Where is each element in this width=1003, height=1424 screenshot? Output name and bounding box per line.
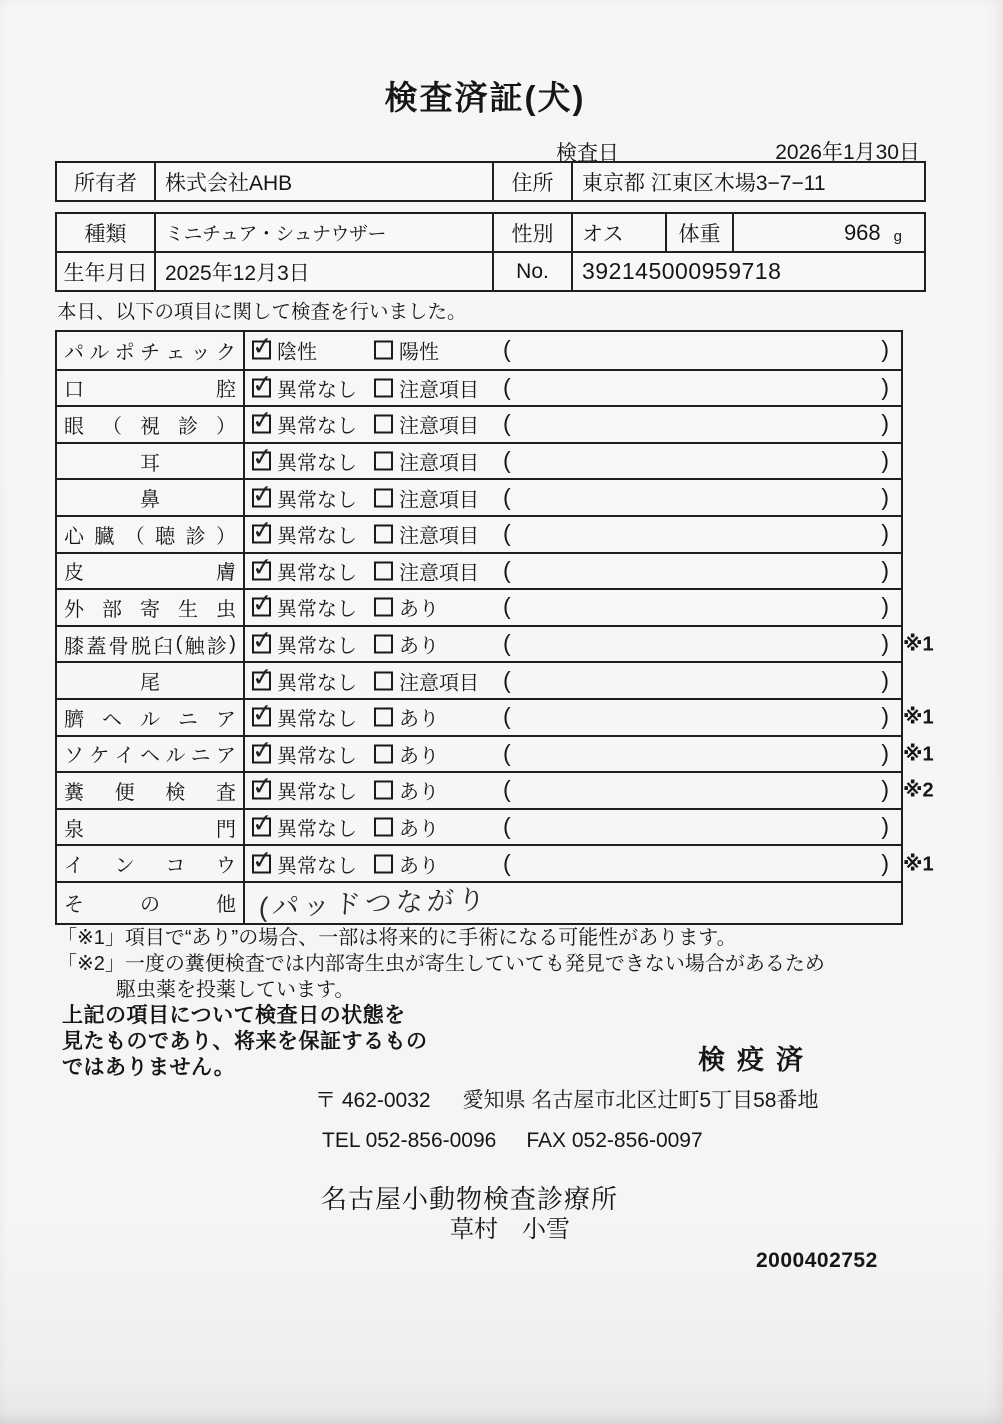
checkbox-checked xyxy=(252,666,357,695)
option-label: あり xyxy=(399,745,439,768)
pet-table xyxy=(55,212,926,292)
birth-row xyxy=(57,251,924,290)
paren-open: ( xyxy=(503,630,511,657)
paren-open: ( xyxy=(503,373,511,400)
checkbox-unchecked xyxy=(374,776,439,805)
paren-open: ( xyxy=(503,739,511,766)
check-row-label: 臍 ヘ ル ニ ア xyxy=(57,700,245,735)
check-row-label: 尾 xyxy=(57,663,245,698)
paren-open: ( xyxy=(503,483,511,510)
disclaimer-line-1: 上記の項目について検査日の状態を xyxy=(62,1004,406,1027)
checkbox-unchecked xyxy=(374,593,439,622)
option-label: 異常なし xyxy=(277,452,357,475)
checkbox-icon xyxy=(374,854,393,873)
option-label: 異常なし xyxy=(277,818,357,841)
option-label: 注意項目 xyxy=(399,672,479,695)
checkbox-icon xyxy=(374,341,393,360)
option-label: 注意項目 xyxy=(399,415,479,438)
checkbox-checked xyxy=(252,556,357,585)
check-row xyxy=(57,515,901,552)
intro-text: 本日、以下の項目に関して検査を行いました。 xyxy=(57,301,467,323)
checkbox-unchecked xyxy=(374,813,439,842)
birth-value: 2025年12月3日 xyxy=(156,253,494,290)
checkbox-icon xyxy=(374,525,393,544)
check-row xyxy=(57,478,901,515)
checkbox-icon xyxy=(374,671,393,690)
weight-label: 体重 xyxy=(667,214,734,251)
checkbox-unchecked xyxy=(374,666,479,695)
footnote-1: 「※1」項目で“あり”の場合、一部は将来的に手術になる可能性があります。 xyxy=(57,927,737,949)
check-row xyxy=(57,405,901,442)
check-row xyxy=(57,332,901,369)
paren-close: ) xyxy=(881,593,889,620)
paren-close: ) xyxy=(881,556,889,583)
option-label: 陽性 xyxy=(399,341,439,364)
checkbox-icon xyxy=(252,708,271,727)
paren-close: ) xyxy=(881,703,889,730)
checkbox-checked xyxy=(252,410,357,439)
checkbox-icon xyxy=(252,525,271,544)
option-label: 異常なし xyxy=(277,781,357,804)
paren-close: ) xyxy=(881,410,889,437)
check-row-content xyxy=(245,371,901,406)
option-label: あり xyxy=(399,598,439,621)
checkbox-icon xyxy=(374,561,393,580)
option-label: 異常なし xyxy=(277,635,357,658)
check-row-label: そ の 他 xyxy=(57,883,245,923)
checklist-table xyxy=(55,330,934,925)
check-row xyxy=(57,844,934,881)
checkbox-checked xyxy=(252,703,357,732)
weight-value-cell xyxy=(734,214,924,251)
check-row xyxy=(57,808,901,845)
checkbox-unchecked xyxy=(374,849,439,878)
check-row-content xyxy=(245,407,901,442)
option-label: 異常なし xyxy=(277,489,357,512)
owner-table xyxy=(55,161,926,202)
page-title: 検査済証(犬) xyxy=(384,79,586,116)
signer-name: 草村 小雪 xyxy=(450,1216,570,1243)
paren-open: ( xyxy=(503,666,511,693)
checkbox-unchecked xyxy=(374,703,439,732)
paren-close: ) xyxy=(881,666,889,693)
paren-close: ) xyxy=(881,739,889,766)
checkbox-icon xyxy=(374,598,393,617)
remark-mark: ※2 xyxy=(903,779,934,802)
handwritten-note: (パッドつながり xyxy=(258,884,490,923)
owner-value: 株式会社AHB xyxy=(156,163,494,200)
sex-label: 性別 xyxy=(494,214,573,251)
paren-close: ) xyxy=(881,849,889,876)
option-label: 異常なし xyxy=(277,708,357,731)
checkbox-checked xyxy=(252,849,357,878)
check-row-label: パ ル ポ チ ェ ッ ク xyxy=(57,332,245,369)
check-row-content xyxy=(245,590,901,625)
option-label: あり xyxy=(399,855,439,878)
checkbox-icon xyxy=(252,561,271,580)
check-row-content xyxy=(245,810,901,845)
check-row xyxy=(57,698,934,735)
option-label: 異常なし xyxy=(277,415,357,438)
owner-row xyxy=(57,163,924,200)
checkbox-icon xyxy=(374,635,393,654)
check-row-content xyxy=(245,627,901,662)
check-row-label: 耳 xyxy=(57,444,245,479)
check-row-content xyxy=(245,480,901,515)
paren-close: ) xyxy=(881,336,889,363)
check-row-content xyxy=(245,737,901,772)
paren-open: ( xyxy=(503,447,511,474)
checkbox-unchecked xyxy=(374,410,479,439)
checkbox-icon xyxy=(374,415,393,434)
paren-close: ) xyxy=(881,812,889,839)
check-row-content xyxy=(245,773,901,808)
owner-label: 所有者 xyxy=(57,163,156,200)
checkbox-icon xyxy=(252,818,271,837)
check-row-label: 口 腔 xyxy=(57,371,245,406)
option-label: 注意項目 xyxy=(399,525,479,548)
option-label: あり xyxy=(399,781,439,804)
number-value: 392145000959718 xyxy=(582,258,782,284)
checkbox-icon xyxy=(252,452,271,471)
checkbox-icon xyxy=(252,378,271,397)
option-label: あり xyxy=(399,635,439,658)
remark-mark: ※1 xyxy=(903,743,934,766)
checkbox-icon xyxy=(374,781,393,800)
check-row-content xyxy=(245,663,901,698)
check-row-label: 糞 便 検 査 xyxy=(57,773,245,808)
checkbox-icon xyxy=(374,744,393,763)
option-label: 注意項目 xyxy=(399,452,479,475)
option-label: 注意項目 xyxy=(399,562,479,585)
inspection-date-value: 2026年1月30日 xyxy=(775,141,920,164)
paren-open: ( xyxy=(503,410,511,437)
checkbox-icon xyxy=(374,488,393,507)
checkbox-icon xyxy=(252,854,271,873)
checkbox-checked xyxy=(252,630,357,659)
check-row xyxy=(57,552,901,589)
paren-open: ( xyxy=(503,556,511,583)
checkbox-unchecked xyxy=(374,520,479,549)
check-row xyxy=(57,881,901,923)
quarantine-stamp: 検疫済 xyxy=(698,1045,815,1075)
paren-open: ( xyxy=(503,593,511,620)
breed-label: 種類 xyxy=(57,214,156,251)
checkbox-checked xyxy=(252,813,357,842)
paren-close: ) xyxy=(881,630,889,657)
paren-close: ) xyxy=(881,776,889,803)
footnote-2-line1: 「※2」一度の糞便検査では内部寄生虫が寄生していても発見できない場合があるため xyxy=(57,953,825,975)
checkbox-icon xyxy=(374,708,393,727)
option-label: 異常なし xyxy=(277,562,357,585)
disclaimer-line-3: ではありません。 xyxy=(62,1056,236,1079)
checkbox-checked xyxy=(252,593,357,622)
number-label: No. xyxy=(494,253,573,290)
option-label: 注意項目 xyxy=(399,489,479,512)
birth-label: 生年月日 xyxy=(57,253,156,290)
weight-unit: g xyxy=(893,227,902,245)
checkbox-checked xyxy=(252,520,357,549)
checkbox-icon xyxy=(252,598,271,617)
check-row xyxy=(57,442,901,479)
check-row-content xyxy=(245,332,901,369)
paren-close: ) xyxy=(881,447,889,474)
checkbox-checked xyxy=(252,483,357,512)
checkbox-icon xyxy=(374,378,393,397)
remark-mark: ※1 xyxy=(903,706,934,729)
option-label: 異常なし xyxy=(277,745,357,768)
checkbox-checked xyxy=(252,739,357,768)
check-row-content xyxy=(245,444,901,479)
checkbox-icon xyxy=(252,744,271,763)
checkbox-unchecked xyxy=(374,556,479,585)
weight-value: 968 xyxy=(843,219,881,245)
remark-mark: ※1 xyxy=(903,633,934,656)
option-label: 異常なし xyxy=(277,379,357,402)
clinic-postal-line xyxy=(315,1084,818,1114)
checkbox-checked xyxy=(252,373,357,402)
option-label: 異常なし xyxy=(277,525,357,548)
checkbox-icon xyxy=(252,341,271,360)
breed-value: ミニチュア・シュナウザー xyxy=(156,214,494,251)
check-row-label: 鼻 xyxy=(57,480,245,515)
address-label: 住所 xyxy=(494,163,573,200)
paren-open: ( xyxy=(503,520,511,547)
remark-mark: ※1 xyxy=(903,853,934,876)
check-row-content xyxy=(245,517,901,552)
checkbox-checked xyxy=(252,776,357,805)
checkbox-unchecked xyxy=(374,483,479,512)
paren-open: ( xyxy=(503,812,511,839)
clinic-postal-code: 〒 462-0032 xyxy=(315,1089,431,1112)
paren-open: ( xyxy=(503,336,511,363)
checkbox-unchecked xyxy=(374,630,439,659)
clinic-fax: FAX 052-856-0097 xyxy=(526,1129,703,1152)
check-row-content xyxy=(245,700,901,735)
option-label: 陰性 xyxy=(277,341,317,364)
clinic-tel-line xyxy=(322,1129,703,1153)
check-row-content xyxy=(245,883,901,923)
paren-close: ) xyxy=(881,373,889,400)
check-row-label: 泉 門 xyxy=(57,810,245,845)
checkbox-unchecked xyxy=(374,739,439,768)
sex-value: オス xyxy=(573,214,667,251)
check-row xyxy=(57,771,934,808)
check-row-label: ソ ケ イ ヘ ル ニ ア xyxy=(57,737,245,772)
paren-open: ( xyxy=(503,776,511,803)
check-row-content xyxy=(245,846,901,881)
check-row xyxy=(57,735,934,772)
disclaimer-line-2: 見たものであり、将来を保証するもの xyxy=(62,1030,428,1053)
checkbox-icon xyxy=(252,635,271,654)
paren-open: ( xyxy=(503,849,511,876)
checkbox-checked xyxy=(252,447,357,476)
option-label: 異常なし xyxy=(277,672,357,695)
clinic-address: 愛知県 名古屋市北区辻町5丁目58番地 xyxy=(462,1089,819,1112)
option-label: あり xyxy=(399,818,439,841)
paren-open: ( xyxy=(503,703,511,730)
clinic-name: 名古屋小動物検査診療所 xyxy=(321,1184,619,1214)
checkbox-icon xyxy=(252,415,271,434)
checkbox-icon xyxy=(252,671,271,690)
check-row-label: 膝 蓋 骨 脱 臼 ( 触 診 ) xyxy=(57,627,245,662)
checkbox-icon xyxy=(252,488,271,507)
check-row-label: イ ン コ ウ xyxy=(57,846,245,881)
check-row-content xyxy=(245,554,901,589)
paren-close: ) xyxy=(881,520,889,547)
option-label: あり xyxy=(399,708,439,731)
checkbox-icon xyxy=(374,452,393,471)
check-row-label: 眼 （ 視 診 ） xyxy=(57,407,245,442)
check-row xyxy=(57,661,901,698)
check-row xyxy=(57,588,901,625)
check-row-label: 皮 膚 xyxy=(57,554,245,589)
disclaimer-text xyxy=(62,1003,428,1081)
option-label: 異常なし xyxy=(277,855,357,878)
check-row xyxy=(57,369,901,406)
paren-close: ) xyxy=(881,483,889,510)
footnote-2-line2: 駆虫薬を投薬しています。 xyxy=(116,979,355,1001)
checkbox-icon xyxy=(252,781,271,800)
check-row-label: 外 部 寄 生 虫 xyxy=(57,590,245,625)
option-label: 異常なし xyxy=(277,598,357,621)
checkbox-unchecked xyxy=(374,336,439,365)
serial-number: 2000402752 xyxy=(756,1249,878,1272)
check-row xyxy=(57,625,934,662)
check-row-label: 心 臓 （ 聴 診 ） xyxy=(57,517,245,552)
checkbox-icon xyxy=(374,818,393,837)
address-value: 東京都 江東区木場3−7−11 xyxy=(582,171,826,195)
checkbox-checked xyxy=(252,336,317,365)
checkbox-unchecked xyxy=(374,373,479,402)
breed-row xyxy=(57,214,924,251)
option-label: 注意項目 xyxy=(399,379,479,402)
checkbox-unchecked xyxy=(374,447,479,476)
clinic-tel: TEL 052-856-0096 xyxy=(322,1129,497,1152)
inspection-date-label: 検査日 xyxy=(556,142,619,165)
